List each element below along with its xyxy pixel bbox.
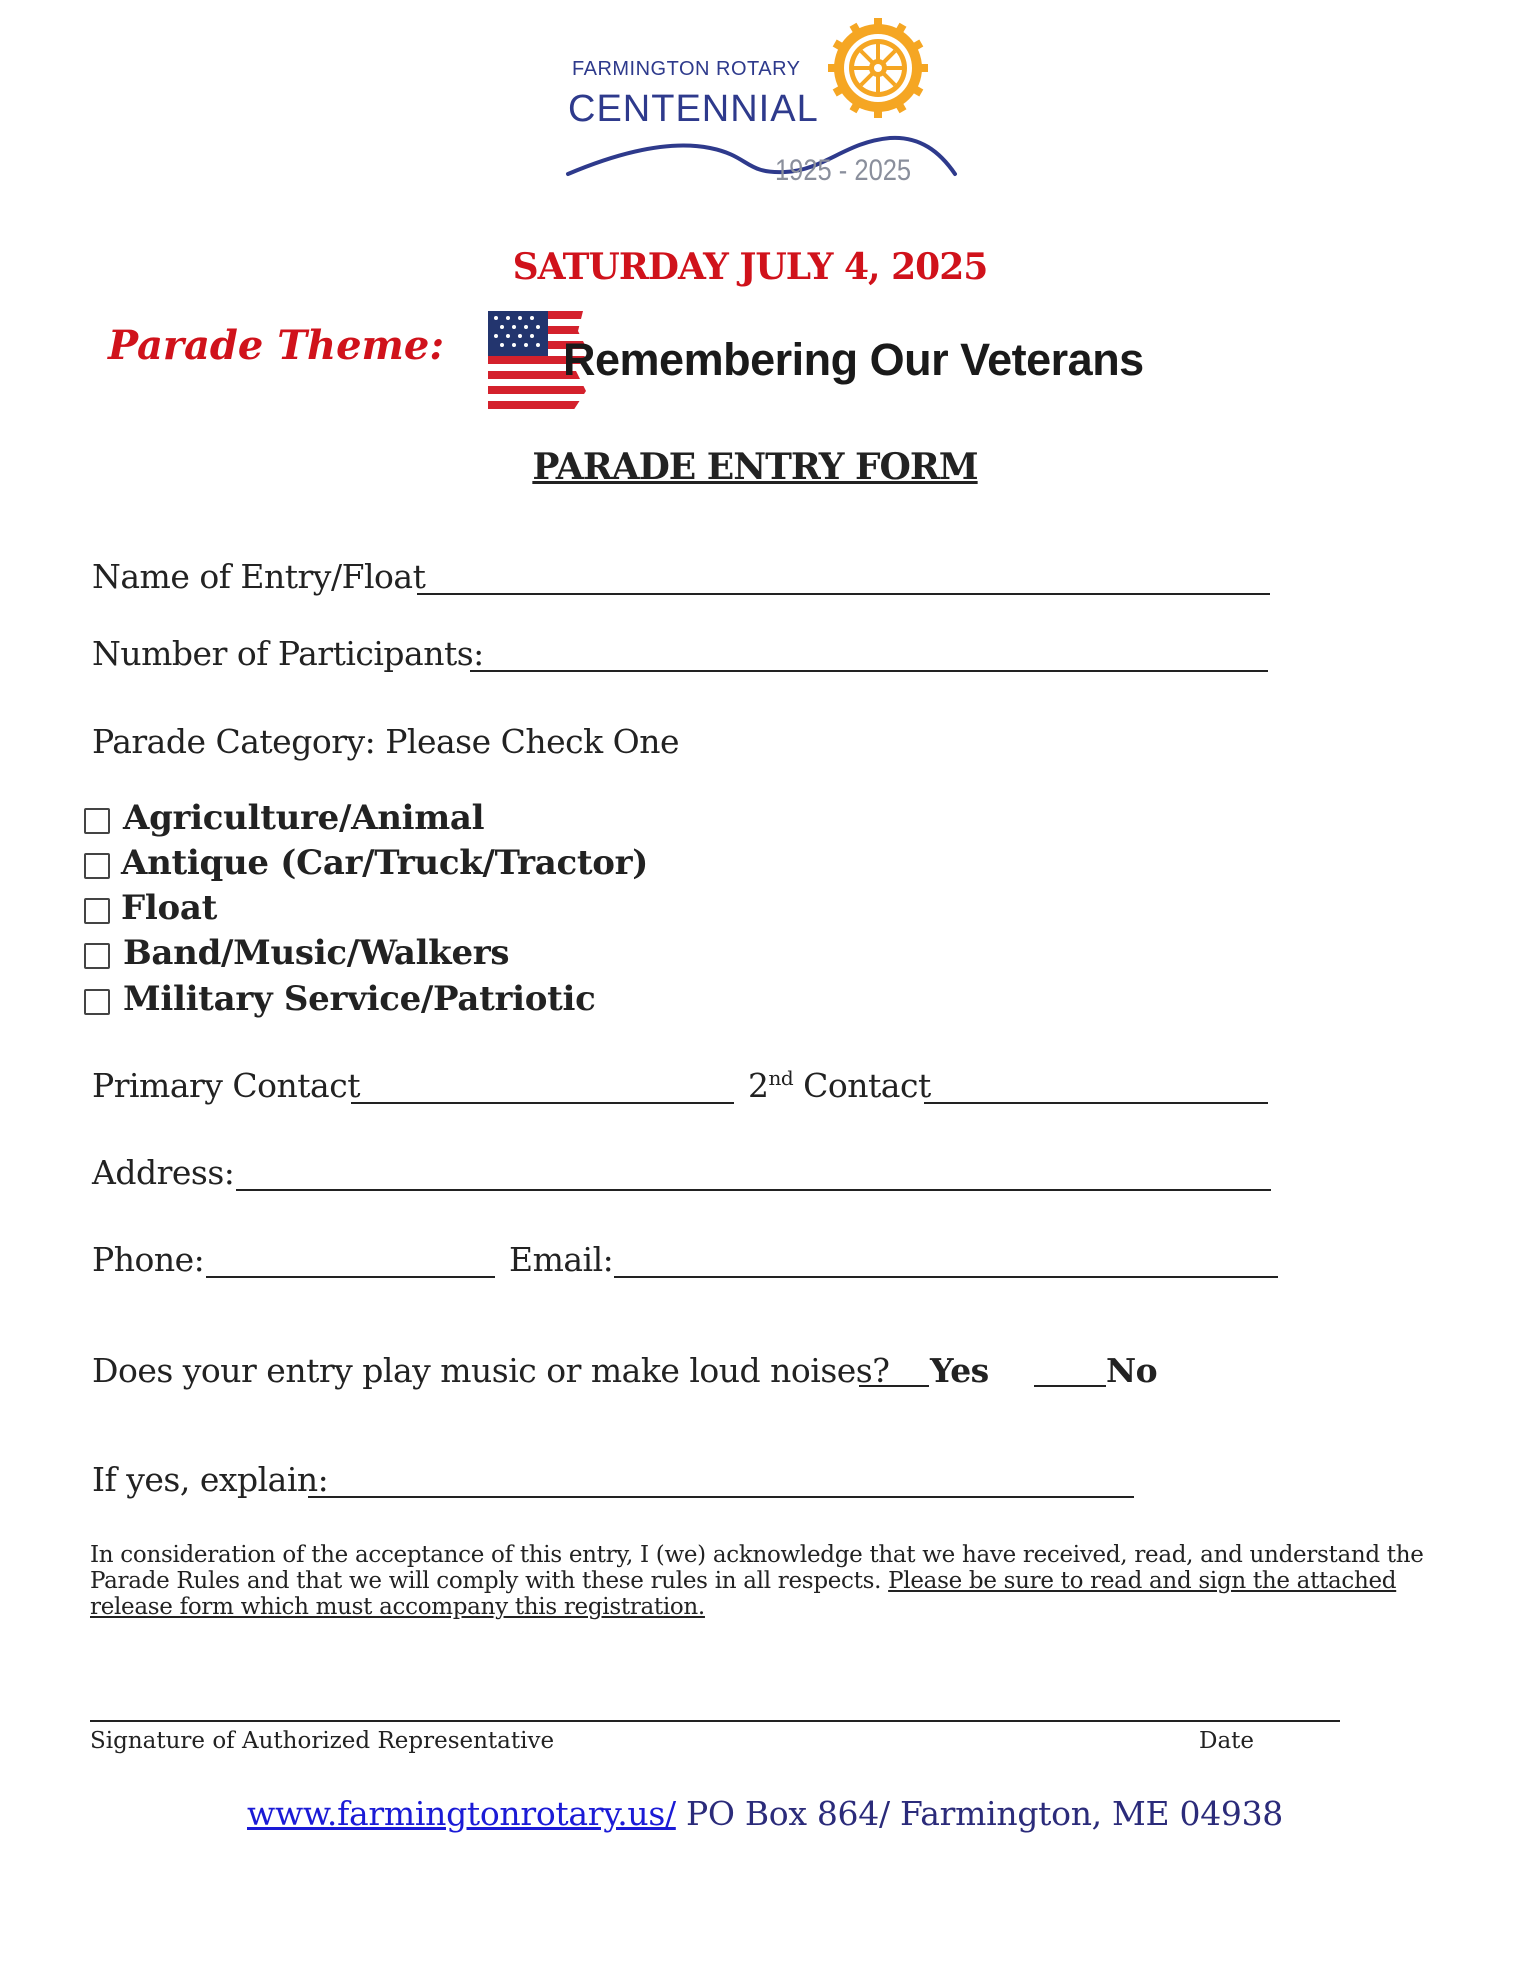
consent-line-2-underlined: Please be sure to read and sign the attached	[888, 1568, 1397, 1594]
logo-main-text: CENTENNIAL	[568, 88, 819, 130]
form-title: PARADE ENTRY FORM	[532, 446, 978, 488]
no-label: No	[1106, 1351, 1158, 1390]
consent-line-3: release form which must accompany this registration.	[90, 1594, 705, 1620]
consent-line-2	[90, 1568, 1396, 1594]
date-label: Date	[1199, 1728, 1255, 1754]
email-input-line[interactable]	[614, 1276, 1278, 1278]
category-label: Float	[121, 888, 217, 928]
category-label: Military Service/Patriotic	[123, 979, 596, 1019]
theme-label: Parade Theme:	[108, 322, 445, 369]
second-contact-sup: nd	[768, 1066, 794, 1090]
category-label: Band/Music/Walkers	[123, 933, 510, 973]
checkbox[interactable]	[84, 943, 110, 969]
yes-input-line[interactable]	[859, 1385, 929, 1387]
no-input-line[interactable]	[1034, 1385, 1106, 1387]
primary-contact-input-line[interactable]	[351, 1102, 734, 1104]
explain-input-line[interactable]	[308, 1496, 1134, 1498]
yes-label: Yes	[930, 1351, 989, 1390]
primary-contact-label: Primary Contact	[92, 1066, 360, 1105]
rotary-wheel-icon	[828, 18, 928, 118]
second-contact-word: Contact	[793, 1066, 931, 1105]
address-label: Address:	[92, 1153, 235, 1192]
phone-input-line[interactable]	[206, 1276, 495, 1278]
checkbox[interactable]	[84, 808, 110, 834]
entry-name-label: Name of Entry/Float	[92, 557, 426, 596]
email-label: Email:	[509, 1240, 614, 1279]
logo-top-text: FARMINGTON ROTARY	[572, 58, 801, 80]
checkbox[interactable]	[84, 989, 110, 1015]
footer	[0, 1794, 1530, 1833]
website-link[interactable]: www.farmingtonrotary.us/	[247, 1794, 676, 1833]
entry-name-input-line[interactable]	[417, 593, 1270, 595]
participants-label: Number of Participants:	[92, 634, 484, 673]
address-input-line[interactable]	[236, 1189, 1271, 1191]
music-question: Does your entry play music or make loud noises?	[92, 1351, 890, 1390]
checkbox[interactable]	[84, 853, 110, 879]
second-contact-input-line[interactable]	[924, 1102, 1268, 1104]
phone-label: Phone:	[92, 1240, 205, 1279]
theme-text: Remembering Our Veterans	[563, 334, 1144, 385]
category-label: Antique (Car/Truck/Tractor)	[121, 843, 649, 883]
category-label: Agriculture/Animal	[123, 798, 485, 838]
centennial-logo	[560, 12, 960, 202]
second-contact-label	[748, 1066, 931, 1105]
participants-input-line[interactable]	[470, 670, 1268, 672]
signature-label: Signature of Authorized Representative	[90, 1728, 555, 1754]
event-date: SATURDAY JULY 4, 2025	[512, 246, 988, 288]
second-contact-num: 2	[748, 1066, 769, 1105]
logo-years: 1925 - 2025	[775, 154, 912, 187]
footer-address: PO Box 864/ Farmington, ME 04938	[675, 1794, 1283, 1833]
explain-label: If yes, explain:	[92, 1460, 329, 1499]
signature-line[interactable]	[90, 1720, 1340, 1722]
category-prompt: Parade Category: Please Check One	[92, 722, 679, 761]
consent-line-2-plain: Parade Rules and that we will comply with these rules in all respects.	[90, 1568, 889, 1594]
checkbox[interactable]	[84, 898, 110, 924]
consent-line-1: In consideration of the acceptance of this entry, I (we) acknowledge that we have received, read, and understand the	[90, 1542, 1424, 1568]
